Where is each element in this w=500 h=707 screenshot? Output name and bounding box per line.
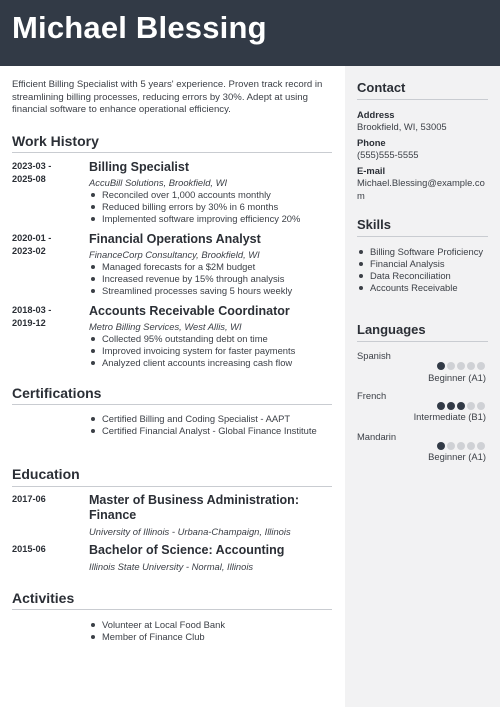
- list-item: Volunteer at Local Food Bank: [89, 619, 329, 631]
- rating-dot-filled: [437, 402, 445, 410]
- employer: AccuBill Solutions, Brookfield, WI: [89, 177, 228, 188]
- section-divider: [357, 236, 488, 237]
- rating-dot-empty: [477, 402, 485, 410]
- section-divider: [12, 609, 332, 610]
- degree: Master of Business Administration: Finance: [89, 493, 299, 522]
- skills-list: [357, 246, 492, 294]
- job-bullets: [89, 261, 334, 297]
- rating-dot-filled: [447, 402, 455, 410]
- language-name: French: [357, 390, 387, 401]
- email-label: E-mail: [357, 165, 386, 176]
- rating-dot-empty: [447, 362, 455, 370]
- rating-dot-empty: [447, 442, 455, 450]
- list-item: Managed forecasts for a $2M budget: [89, 261, 334, 273]
- language-name: Spanish: [357, 350, 391, 361]
- job-title: Billing Specialist: [89, 160, 190, 174]
- work-date: 2020-01 - 2023-02: [12, 233, 52, 256]
- list-item: Reconciled over 1,000 accounts monthly: [89, 189, 334, 201]
- rating-dot-empty: [467, 402, 475, 410]
- sidebar-panel: [345, 66, 500, 707]
- list-item: Streamlined processes saving 5 hours weekly: [89, 285, 334, 297]
- contact-title: Contact: [357, 80, 406, 95]
- candidate-name: Michael Blessing: [12, 10, 267, 45]
- section-divider: [12, 404, 332, 405]
- job-title: Accounts Receivable Coordinator: [89, 304, 290, 318]
- section-divider: [12, 152, 332, 153]
- rating-dot-filled: [457, 402, 465, 410]
- list-item: Accounts Receivable: [357, 282, 492, 294]
- phone-label: Phone: [357, 137, 386, 148]
- rating-dot-empty: [477, 442, 485, 450]
- section-divider: [12, 486, 332, 487]
- list-item: Financial Analysis: [357, 258, 492, 270]
- institution: University of Illinois - Urbana-Champaign, Illinois: [89, 526, 291, 537]
- rating-dot-empty: [467, 442, 475, 450]
- list-item: Implemented software improving efficiency 20%: [89, 213, 334, 225]
- section-title-certifications: Certifications: [12, 385, 102, 401]
- list-item: Data Reconciliation: [357, 270, 492, 282]
- list-item: Billing Software Proficiency: [357, 246, 492, 258]
- section-divider: [357, 341, 488, 342]
- rating-dot-empty: [477, 362, 485, 370]
- work-date: 2018-03 - 2019-12: [12, 305, 52, 328]
- list-item: Member of Finance Club: [89, 631, 329, 643]
- address-label: Address: [357, 109, 395, 120]
- professional-summary: Efficient Billing Specialist with 5 years' experience. Proven track record in streamlining billing processes, reducing errors by 30%. Adept at using financial software to enhance operational efficiency.: [12, 79, 323, 115]
- section-divider: [357, 99, 488, 100]
- language-rating: [437, 362, 485, 371]
- rating-dot-empty: [457, 362, 465, 370]
- list-item: Increased revenue by 15% through analysis: [89, 273, 334, 285]
- employer: FinanceCorp Consultancy, Brookfield, WI: [89, 249, 260, 260]
- certifications-list: [89, 413, 329, 437]
- rating-dot-empty: [467, 362, 475, 370]
- list-item: Analyzed client accounts increasing cash flow: [89, 357, 334, 369]
- job-bullets: [89, 189, 334, 225]
- list-item: Certified Financial Analyst - Global Finance Institute: [89, 425, 329, 437]
- rating-dot-filled: [437, 362, 445, 370]
- section-title-activities: Activities: [12, 590, 75, 606]
- job-title: Financial Operations Analyst: [89, 232, 261, 246]
- work-date: 2023-03 - 2025-08: [12, 161, 52, 184]
- degree: Bachelor of Science: Accounting: [89, 543, 285, 557]
- resume-header: [0, 0, 500, 66]
- section-title-education: Education: [12, 466, 80, 482]
- list-item: Improved invoicing system for faster payments: [89, 345, 334, 357]
- languages-title: Languages: [357, 322, 426, 337]
- address-value: Brookfield, WI, 53005: [357, 121, 447, 132]
- language-level: Beginner (A1): [428, 372, 486, 383]
- phone-value: (555)555-5555: [357, 149, 419, 160]
- rating-dot-empty: [457, 442, 465, 450]
- list-item: Collected 95% outstanding debt on time: [89, 333, 334, 345]
- list-item: Reduced billing errors by 30% in 6 months: [89, 201, 334, 213]
- job-bullets: [89, 333, 334, 369]
- education-date: 2017-06: [12, 494, 46, 504]
- language-rating: [437, 442, 485, 451]
- rating-dot-filled: [437, 442, 445, 450]
- language-level: Intermediate (B1): [413, 411, 486, 422]
- activities-list: [89, 619, 329, 643]
- education-date: 2015-06: [12, 544, 46, 554]
- employer: Metro Billing Services, West Allis, WI: [89, 321, 242, 332]
- language-level: Beginner (A1): [428, 451, 486, 462]
- language-rating: [437, 402, 485, 411]
- list-item: Certified Billing and Coding Specialist - AAPT: [89, 413, 329, 425]
- language-name: Mandarin: [357, 431, 397, 442]
- email-value: Michael.Blessing@example.com: [357, 177, 485, 201]
- section-title-work-history: Work History: [12, 133, 99, 149]
- skills-title: Skills: [357, 217, 391, 232]
- institution: Illinois State University - Normal, Illinois: [89, 561, 254, 572]
